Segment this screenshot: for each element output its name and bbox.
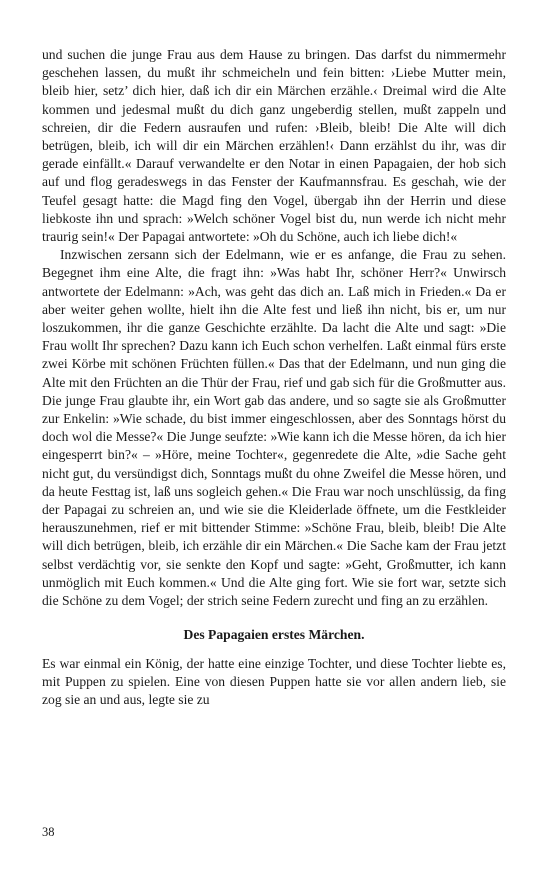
page-body: [42, 46, 506, 709]
paragraph-story-continuation: und suchen die junge Frau aus dem Hause zu bringen. Das darfst du nimmermehr geschehen lassen, du mußt ihr schmeicheln und fein bitten: ›Liebe Mutter mein, bleib hier, setz’ dich hier, daß ich dir ein Märchen erzähle.‹ Dreimal wird die Alte kommen und jedesmal mußt du dich ganz ungeberdig stellen, mußt zappeln und schreien, dir die Federn ausraufen und rufen: ›Bleib, bleib! Die Alte will dich betrügen, bleib, ich will dir ein Märchen erzählen!‹ Dann erzählst du ihr, was dir gerade einfällt.« Darauf verwandelte er den Notar in einen Papagaien, der hob sich auf und flog geradeswegs in das Fenster der Kaufmannsfrau. Es geschah, wie der Teufel gesagt hatte: die Magd fing den Vogel, übergab ihn der Herrin und diese liebkoste ihn und sprach: »Welch schöner Vogel bist du, nun werde ich nicht mehr traurig sein!« Der Papagai antwortete: »Oh du Schöne, auch ich liebe dich!«: [42, 47, 506, 245]
page-number: 38: [42, 825, 55, 839]
paragraph-nobleman: Inzwischen zersann sich der Edelmann, wie er es anfange, die Frau zu sehen. Begegnet ihm eine Alte, die fragt ihn: »Was habt Ihr, schöner Herr?« Unwirsch antwortete der Edelmann: »Ach, was geht das dich an. Laß mich in Frieden.« Da er aber weiter gehen wollte, hielt ihn die Alte fest und ließ ihn nicht, bis er, um nur loszukommen, ihr die ganze Geschichte erzählte. Da lacht die Alte und sagt: »Die Frau wollt Ihr sprechen? Dazu kann ich Euch schon verhelfen. Laßt einmal fürs erste zwei Körbe mit schönen Früchten füllen.« Das that der Edelmann, und nun ging die Alte mit den Früchten an die Thür der Frau, rief und gab sich für die Großmutter aus. Die junge Frau glaubte ihr, ein Wort gab das andere, und so sagte sie als Großmutter zur Enkelin: »Wie schade, du bist immer eingeschlossen, aber des Sonntags hörst du doch wol die Messe?« Die Junge seufzte: »Wie kann ich die Messe hören, da ich hier eingesperrt bin?« – »Höre, meine Tochter«, gegenredete die Alte, »die Sache geht nicht gut, du versündigst dich, Sonntags mußt du ohne Zweifel die Messe hören, und da heute Festtag ist, laß uns sogleich gehen.« Die Frau war noch unschlüssig, da fing der Papagai zu schreien an, und wie sie die Kleiderlade öffnete, um die Festkleider herauszunehmen, rief er mit bittender Stimme: »Schöne Frau, bleib, bleib! Die Alte will dich betrügen, bleib, ich erzähle dir ein Märchen.« Die Sache kam der Frau jetzt selbst verdächtig vor, sie senkte den Kopf und sagte: »Geht, Großmutter, ich kann unmöglich mit Euch kommen.« Und die Alte ging fort. Wie sie fort war, setzte sich die Schöne zu dem Vogel; der strich seine Federn zurecht und fing an zu erzählen.: [42, 247, 506, 609]
section-heading: Des Papagaien erstes Märchen.: [183, 627, 365, 643]
paragraph-first-tale: Es war einmal ein König, der hatte eine einzige Tochter, und diese Tochter liebte es, mit Puppen zu spielen. Eine von diesen Puppen hatte sie vor allen andern lieb, sie zog sie an und aus, legte sie zu: [42, 655, 506, 707]
